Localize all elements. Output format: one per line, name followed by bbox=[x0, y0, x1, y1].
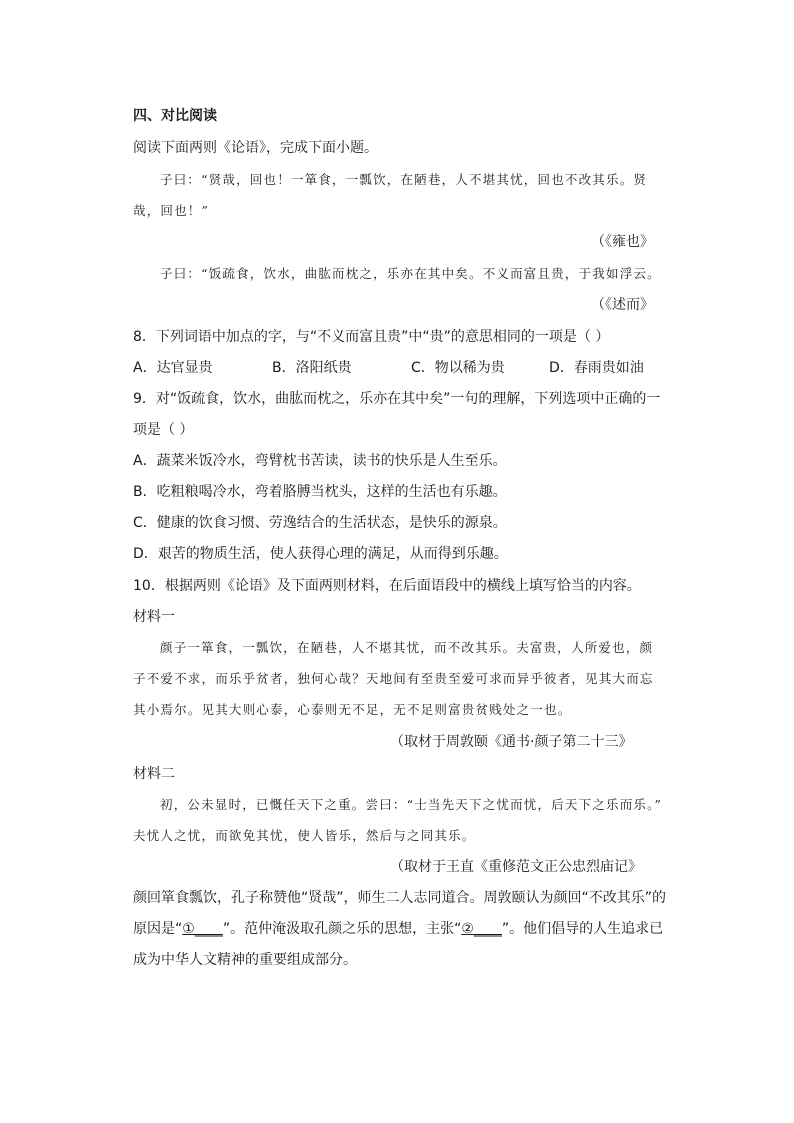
q9-option-d: D．艰苦的物质生活，使人获得心理的满足，从而得到乐趣。 bbox=[133, 546, 508, 562]
q8-option-d: D．春雨贵如油 bbox=[549, 360, 644, 376]
answer-blank-2[interactable]: ②____ bbox=[461, 921, 502, 937]
answer-line2-mid: ”。范仲淹汲取孔颜之乐的思想，主张“ bbox=[222, 921, 462, 937]
q9-option-c: C．健康的饮食习惯、劳逸结合的生活状态，是快乐的源泉。 bbox=[133, 515, 507, 531]
section-title: 四、对比阅读 bbox=[133, 108, 217, 124]
material1-source: （取材于周敦颐《通书·颜子第二十三》 bbox=[390, 734, 633, 750]
material2-source: （取材于王直《重修范文正公忠烈庙记》 bbox=[390, 859, 642, 875]
answer-blank-1[interactable]: ①____ bbox=[182, 921, 223, 937]
material1-line3: 其小焉尔。见其大则心泰，心泰则无不足，无不足则富贵贫贱处之一也。 bbox=[133, 702, 572, 717]
q9-option-a: A．蔬菜米饭冷水，弯臂枕书苦读，读书的快乐是人生至乐。 bbox=[133, 453, 507, 469]
q9-stem-line1: 9．对“饭疏食，饮水，曲肱而枕之，乐亦在其中矣”一句的理解，下列选项中正确的一 bbox=[133, 391, 661, 407]
passage2-line1: 子曰：“饭疏食，饮水，曲肱而枕之，乐亦在其中矣。不义而富且贵，于我如浮云。 bbox=[160, 266, 661, 281]
q8-option-a: A．达官显贵 bbox=[133, 360, 213, 376]
material1-label: 材料一 bbox=[133, 609, 175, 625]
passage1-source: （《雍也》 bbox=[591, 234, 654, 250]
answer-line2-post: ”。他们倡导的人生追求已 bbox=[501, 921, 664, 937]
q9-option-b: B．吃粗粮喝冷水，弯着胳膊当枕头，这样的生活也有乐趣。 bbox=[133, 484, 507, 500]
answer-line2 bbox=[133, 919, 663, 939]
q8-option-b: B．洛阳纸贵 bbox=[272, 360, 352, 376]
answer-line3: 成为中华人文精神的重要组成部分。 bbox=[133, 952, 357, 968]
material2-label: 材料二 bbox=[133, 766, 175, 782]
material1-line2: 子不爱不求，而乐乎贫者，独何心哉？天地间有至贵至爱可求而异乎彼者，见其大而忘 bbox=[133, 671, 654, 686]
q9-stem-line2: 项是（ ） bbox=[133, 422, 194, 438]
material1-line1: 颜子一箪食，一瓢饮，在陋巷，人不堪其忧，而不改其乐。夫富贵，人所爱也，颜 bbox=[160, 640, 654, 655]
q10-stem: 10．根据两则《论语》及下面两则材料，在后面语段中的横线上填写恰当的内容。 bbox=[133, 578, 641, 594]
answer-line2-pre: 原因是“ bbox=[133, 921, 183, 937]
material2-line2: 夫忧人之忧，而欲免其忧，使人皆乐，然后与之同其乐。 bbox=[133, 828, 476, 843]
answer-line1: 颜回箪食瓢饮，孔子称赞他“贤哉”，师生二人志同道合。周敦颐认为颜回“不改其乐”的 bbox=[133, 890, 667, 906]
passage1-line2: 哉，回也！” bbox=[133, 203, 210, 218]
passage1-line1: 子曰：“贤哉，回也！一箪食，一瓢饮，在陋巷，人不堪其忧，回也不改其乐。贤 bbox=[160, 172, 648, 187]
passage2-source: （《述而》 bbox=[591, 297, 654, 313]
q8-option-c: C．物以稀为贵 bbox=[411, 360, 505, 376]
material2-line1: 初，公未显时，已慨任天下之重。尝曰：“士当先天下之忧而忧，后天下之乐而乐。” bbox=[160, 797, 663, 812]
q8-stem: 8．下列词语中加点的字，与“不义而富且贵”中“贵”的意思相同的一项是（ ） bbox=[133, 329, 610, 345]
intro-text: 阅读下面两则《论语》，完成下面小题。 bbox=[133, 140, 378, 156]
